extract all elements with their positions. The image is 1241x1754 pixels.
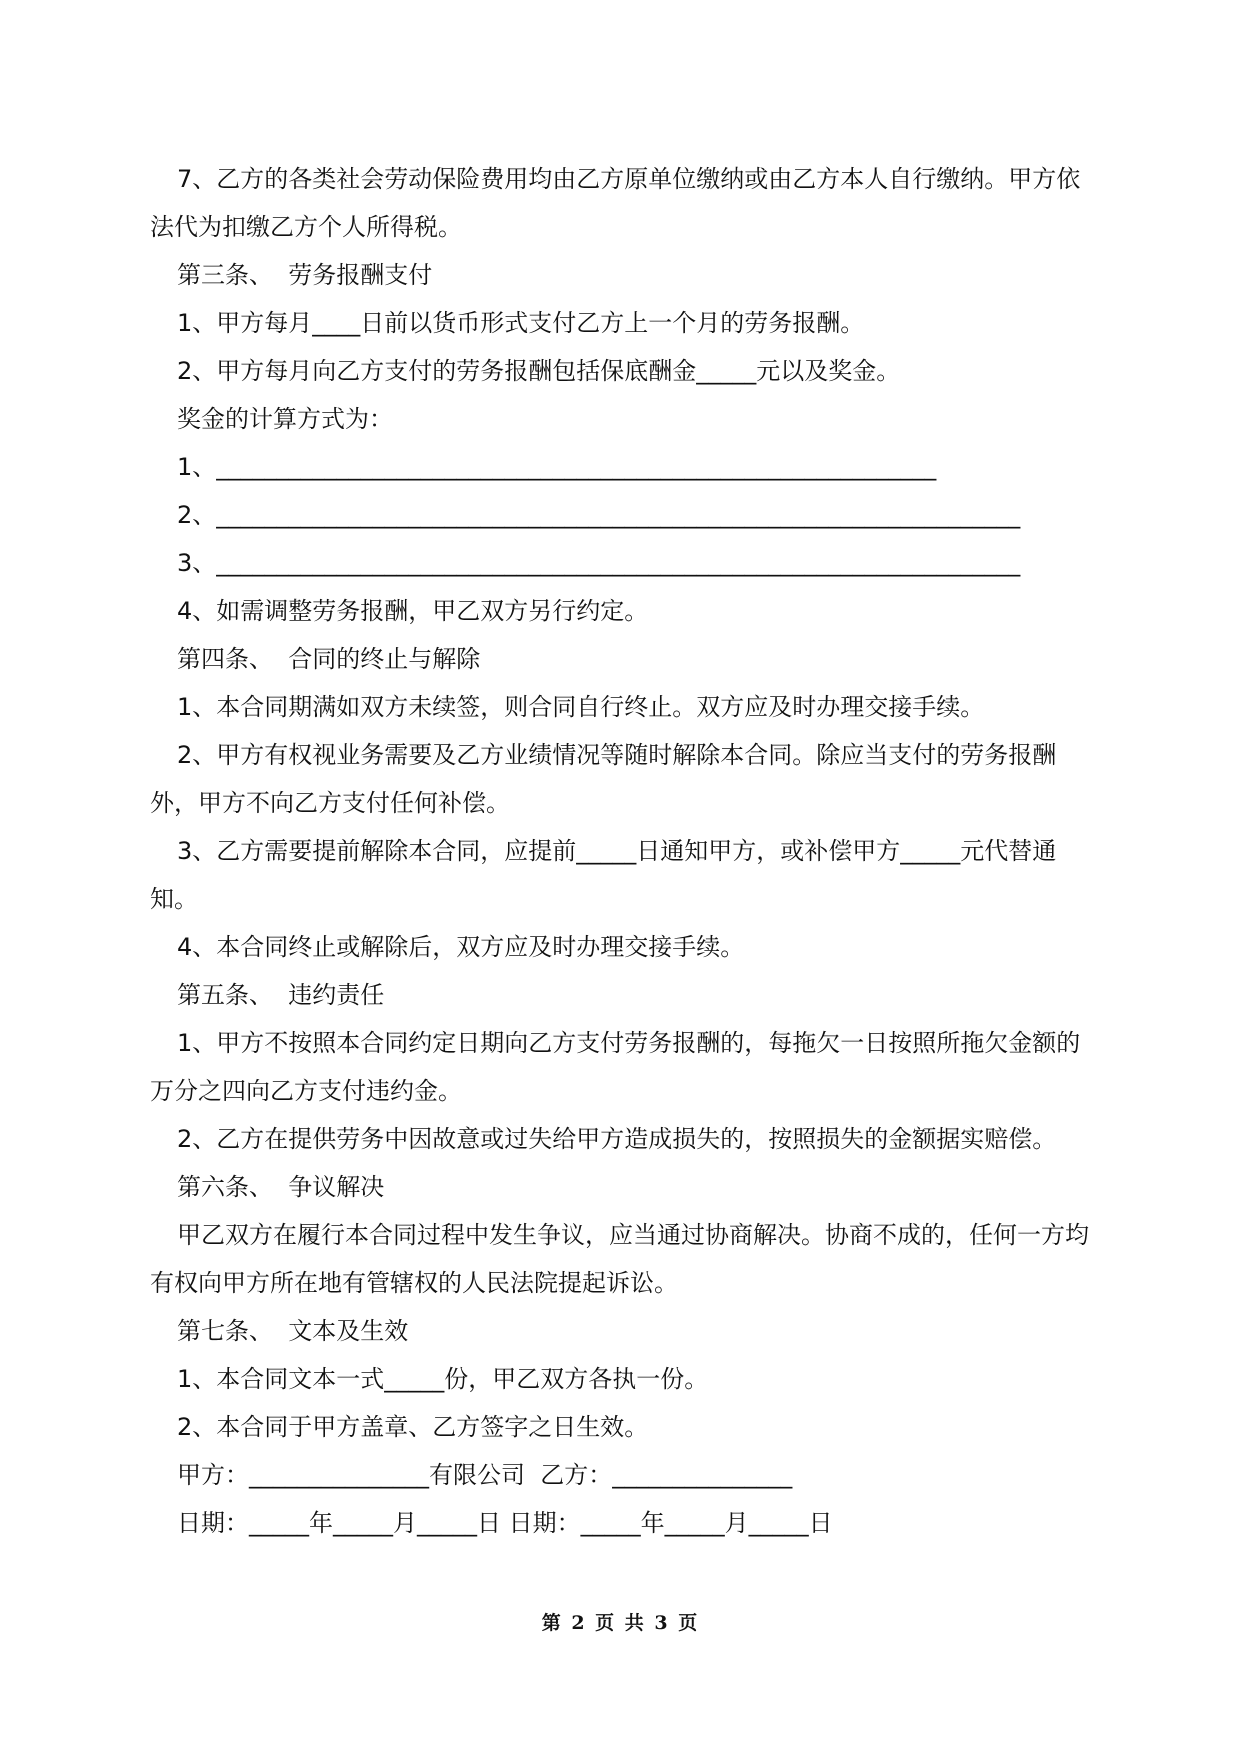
- section-4-heading: 第四条、 合同的终止与解除: [177, 645, 481, 673]
- paragraph-late-payment: 1、甲方不按照本合同约定日期向乙方支付劳务报酬的，每拖欠一日按照所拖欠金额的万分之四向乙方支付违约金。: [150, 1029, 1081, 1105]
- paragraph-adjust-pay: 4、如需调整劳务报酬，甲乙双方另行约定。: [177, 597, 649, 625]
- paragraph-effective: 2、本合同于甲方盖章、乙方签字之日生效。: [177, 1413, 649, 1441]
- paragraph-payment-date: 1、甲方每月____日前以货币形式支付乙方上一个月的劳务报酬。: [177, 309, 865, 337]
- paragraph-termination-a: 2、甲方有权视业务需要及乙方业绩情况等随时解除本合同。除应当支付的劳务报酬外，甲方不向乙方支付任何补偿。: [150, 741, 1057, 817]
- section-3-heading: 第三条、 劳务报酬支付: [177, 261, 433, 289]
- section-7-heading: 第七条、 文本及生效: [177, 1317, 409, 1345]
- paragraph-damages: 2、乙方在提供劳务中因故意或过失给甲方造成损失的，按照损失的金额据实赔偿。: [177, 1125, 1057, 1153]
- paragraph-handover: 4、本合同终止或解除后，双方应及时办理交接手续。: [177, 933, 745, 961]
- paragraph-copies: 1、本合同文本一式_____份，甲乙双方各执一份。: [177, 1365, 709, 1393]
- section-6-heading: 第六条、 争议解决: [177, 1173, 385, 1201]
- blank-line-2: 2、___________________________________________________________________: [177, 501, 1021, 529]
- signature-dates: 日期：_____年_____月_____日 日期：_____年_____月_____日: [177, 1509, 833, 1537]
- paragraph-expiry: 1、本合同期满如双方未续签，则合同自行终止。双方应及时办理交接手续。: [177, 693, 985, 721]
- paragraph-dispute: 甲乙双方在履行本合同过程中发生争议，应当通过协商解决。协商不成的，任何一方均有权向甲方所在地有管辖权的人民法院提起诉讼。: [150, 1221, 1089, 1297]
- signature-parties: 甲方：_______________有限公司 乙方：_______________: [177, 1461, 793, 1489]
- paragraph-7-insurance: 7、乙方的各类社会劳动保险费用均由乙方原单位缴纳或由乙方本人自行缴纳。甲方依法代为扣缴乙方个人所得税。: [150, 165, 1081, 241]
- paragraph-payment-composition: 2、甲方每月向乙方支付的劳务报酬包括保底酬金_____元以及奖金。: [177, 357, 901, 385]
- paragraph-bonus-method: 奖金的计算方式为：: [177, 405, 393, 433]
- page-number-footer: 第 2 页 共 3 页: [541, 1612, 700, 1634]
- paragraph-termination-b: 3、乙方需要提前解除本合同，应提前_____日通知甲方，或补偿甲方_____元代替通知。: [150, 837, 1057, 913]
- blank-line-1: 1、____________________________________________________________: [177, 453, 937, 481]
- document-body: [150, 155, 1095, 1547]
- section-5-heading: 第五条、 违约责任: [177, 981, 385, 1009]
- blank-line-3: 3、___________________________________________________________________: [177, 549, 1021, 577]
